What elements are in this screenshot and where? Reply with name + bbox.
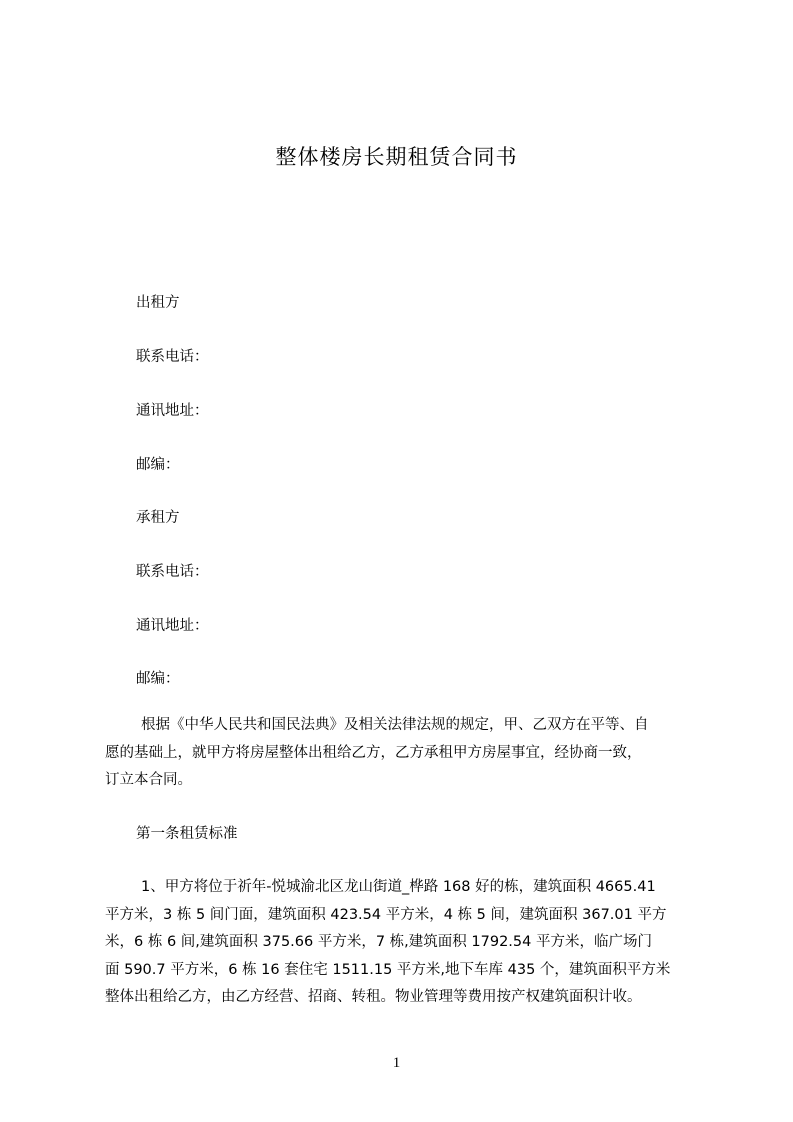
- preamble-line: 愿的基础上，就甲方将房屋整体出租给乙方，乙方承租甲方房屋事宜，经协商一致，: [105, 744, 642, 761]
- lessee-postcode-label: 邮编：: [136, 671, 180, 687]
- lessee-phone-label: 联系电话：: [136, 564, 209, 580]
- preamble-paragraph: [105, 712, 697, 795]
- article1-clause1: [105, 874, 697, 1012]
- lessor-address-label: 通讯地址：: [136, 403, 209, 419]
- clause-line: 面 590.7 平方米，6 栋 16 套住宅 1511.15 平方米,地下车库 435 个，建筑面积平方米: [105, 961, 671, 978]
- article1-heading: 第一条租赁标准: [136, 826, 238, 842]
- lessee-address-label: 通讯地址：: [136, 618, 209, 634]
- lessor-postcode-label: 邮编：: [136, 457, 180, 473]
- lessor-phone-label: 联系电话：: [136, 349, 209, 365]
- preamble-line: 订立本合同。: [105, 772, 192, 788]
- lessee-heading: 承租方: [136, 510, 180, 526]
- clause-line: 平方米，3 栋 5 间门面，建筑面积 423.54 平方米，4 栋 5 间，建筑面积 367.01 平方: [105, 906, 667, 923]
- clause-line: 整体出租给乙方，由乙方经营、招商、转租。物业管理等费用按产权建筑面积计收。: [105, 989, 642, 1005]
- page-number: 1: [392, 1055, 401, 1071]
- clause-line: 米，6 栋 6 间,建筑面积 375.66 平方米，7 栋,建筑面积 1792.54 平方米，临广场门: [105, 934, 652, 950]
- lessor-heading: 出租方: [136, 295, 180, 311]
- document-title: 整体楼房长期租赁合同书: [275, 145, 518, 169]
- preamble-line: 根据《中华人民共和国民法典》及相关法律法规的规定，甲、乙双方在平等、自: [141, 717, 649, 733]
- clause-line: 1、甲方将位于祈年-悦城渝北区龙山街道_桦路 168 好的栋，建筑面积 4665.41: [141, 879, 656, 895]
